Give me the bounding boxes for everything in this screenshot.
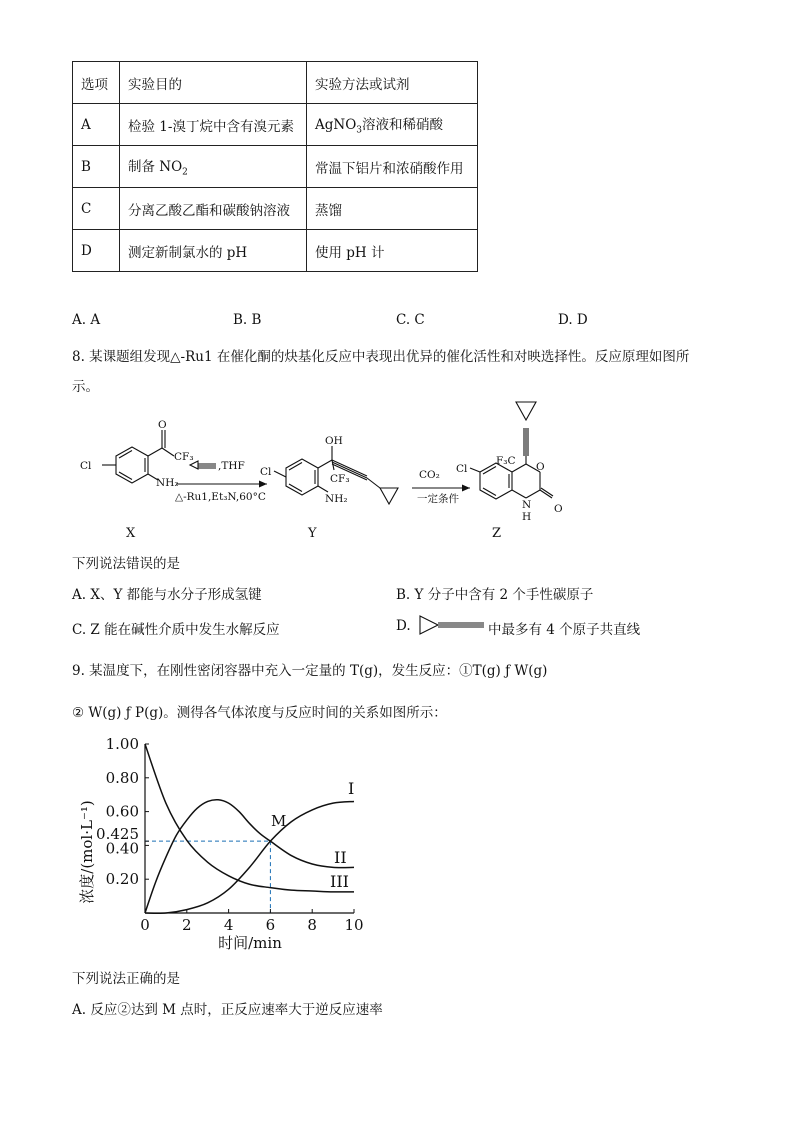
table-cell: 蒸馏 (307, 188, 478, 230)
compound-label-x: X (126, 526, 136, 541)
x-axis-label: 时间/min (218, 934, 282, 952)
table-cell: B (73, 146, 120, 188)
x-tick-label: 10 (344, 916, 364, 934)
arrow1-top-label: ,THF (218, 460, 245, 472)
table-cell: 测定新制氯水的 pH (120, 230, 307, 272)
q8-option-d-prefix: D. (396, 618, 411, 634)
subscript: 2 (182, 167, 188, 178)
atom-cl: Cl (456, 463, 468, 475)
y-tick-label: 1.00 (105, 735, 139, 753)
atom-nh2: NH₂ (325, 493, 348, 505)
series-III-line (145, 744, 354, 892)
y-tick-label: 0.20 (105, 870, 139, 889)
z-cyclopropyl (516, 402, 536, 420)
y-benzene-ring (286, 459, 318, 495)
atom-o: O (554, 503, 563, 515)
q8-option-c: C. Z 能在碱性介质中发生水解反应 (72, 622, 280, 638)
x-tick-label: 0 (140, 916, 150, 934)
table-row (73, 104, 478, 146)
compound-label-z: Z (492, 526, 502, 541)
table-header-row (73, 62, 478, 104)
x-benzene-ring (116, 447, 148, 483)
atom-nh2: NH₂ (156, 477, 179, 489)
table-cell: A (73, 104, 120, 146)
series-III-label: III (330, 872, 349, 891)
y-tick-label: 0.60 (105, 802, 139, 821)
atom-o: O (158, 419, 167, 431)
q9-option-a: A. 反应②达到 M 点时，正反应速率大于逆反应速率 (72, 1002, 383, 1018)
experiment-table (72, 61, 478, 272)
formula-text: AgNO (315, 117, 357, 134)
table-cell (307, 104, 478, 146)
x-tick-label: 6 (265, 916, 276, 934)
y-tick-label: 0.80 (105, 768, 139, 787)
atom-n: N (522, 499, 532, 511)
arrow2-bottom-label: 一定条件 (417, 493, 459, 505)
compound-label-y: Y (308, 526, 317, 541)
y-axis-label: 浓度/(mol·L⁻¹) (78, 800, 96, 904)
y-tick-label: 0.40 (105, 839, 139, 858)
q7-option-c: C. C (396, 312, 425, 328)
x-tick-label: 4 (223, 916, 234, 934)
table-cell: 分离乙酸乙酯和碳酸钠溶液 (120, 188, 307, 230)
q8-stem-line1: 8. 某课题组发现△-Ru1 在催化酮的炔基化反应中表现出优异的催化活性和对映选择性。反应原理如图所 (72, 349, 690, 365)
table-cell: C (73, 188, 120, 230)
atom-cf3: CF₃ (330, 473, 350, 485)
x-tick-label: 2 (182, 916, 192, 934)
table-cell: 检验 1-溴丁烷中含有溴元素 (120, 104, 307, 146)
table-row (73, 188, 478, 230)
z-benzene-ring (480, 463, 512, 499)
atom-h: H (522, 511, 532, 523)
table-header: 实验目的 (120, 62, 307, 104)
q7-option-d: D. D (558, 312, 588, 328)
series-I-line (145, 801, 354, 913)
table-row (73, 230, 478, 272)
q8-option-b: B. Y 分子中含有 2 个手性碳原子 (396, 587, 594, 603)
q8-prompt: 下列说法错误的是 (72, 556, 180, 572)
q7-option-b: B. B (233, 312, 262, 328)
y-cyclopropyl (380, 488, 398, 504)
q8-stem-line2: 示。 (72, 379, 99, 395)
q9-line2: ② W(g) ƒ P(g)。测得各气体浓度与反应时间的关系如图所示： (72, 705, 447, 721)
x-tick-label: 8 (307, 916, 317, 934)
cyclopropyl-alkyne-structure (418, 613, 488, 637)
atom-oh: OH (325, 435, 343, 447)
table-row (73, 146, 478, 188)
reaction-scheme (72, 398, 592, 546)
formula-tail: 溶液和稀硝酸 (362, 117, 444, 134)
table-cell (120, 146, 307, 188)
atom-o: O (536, 461, 545, 473)
series-I-label: I (348, 779, 355, 798)
table-cell: 常温下铝片和浓硝酸作用 (307, 146, 478, 188)
q9-line1: 9. 某温度下，在刚性密闭容器中充入一定量的 T(g)，发生反应：①T(g) ƒ W(g) (72, 663, 548, 679)
y-tick-label: 0.425 (96, 825, 139, 844)
atom-cl: Cl (260, 466, 272, 478)
concentration-time-chart (72, 730, 372, 958)
arrow1-bottom-label: △-Ru1,Et₃N,60°C (175, 491, 266, 503)
q8-option-a: A. X、Y 都能与水分子形成氢键 (72, 587, 262, 603)
q9-prompt: 下列说法正确的是 (72, 971, 180, 987)
q8-option-d-text: 中最多有 4 个原子共直线 (488, 622, 641, 638)
q7-option-a: A. A (72, 312, 101, 328)
subscript: 3 (356, 125, 363, 136)
arrow2-top-label: CO₂ (419, 469, 440, 481)
formula-text: 制备 NO (128, 159, 183, 176)
atom-f3c: F₃C (496, 455, 516, 467)
point-m-label: M (271, 812, 287, 830)
series-II-line (145, 800, 354, 913)
table-cell: 使用 pH 计 (307, 230, 478, 272)
atom-cf3: CF₃ (174, 451, 194, 463)
atom-cl: Cl (80, 460, 92, 472)
series-II-label: II (334, 848, 347, 867)
table-header: 选项 (73, 62, 120, 104)
table-header: 实验方法或试剂 (307, 62, 478, 104)
table-cell: D (73, 230, 120, 272)
